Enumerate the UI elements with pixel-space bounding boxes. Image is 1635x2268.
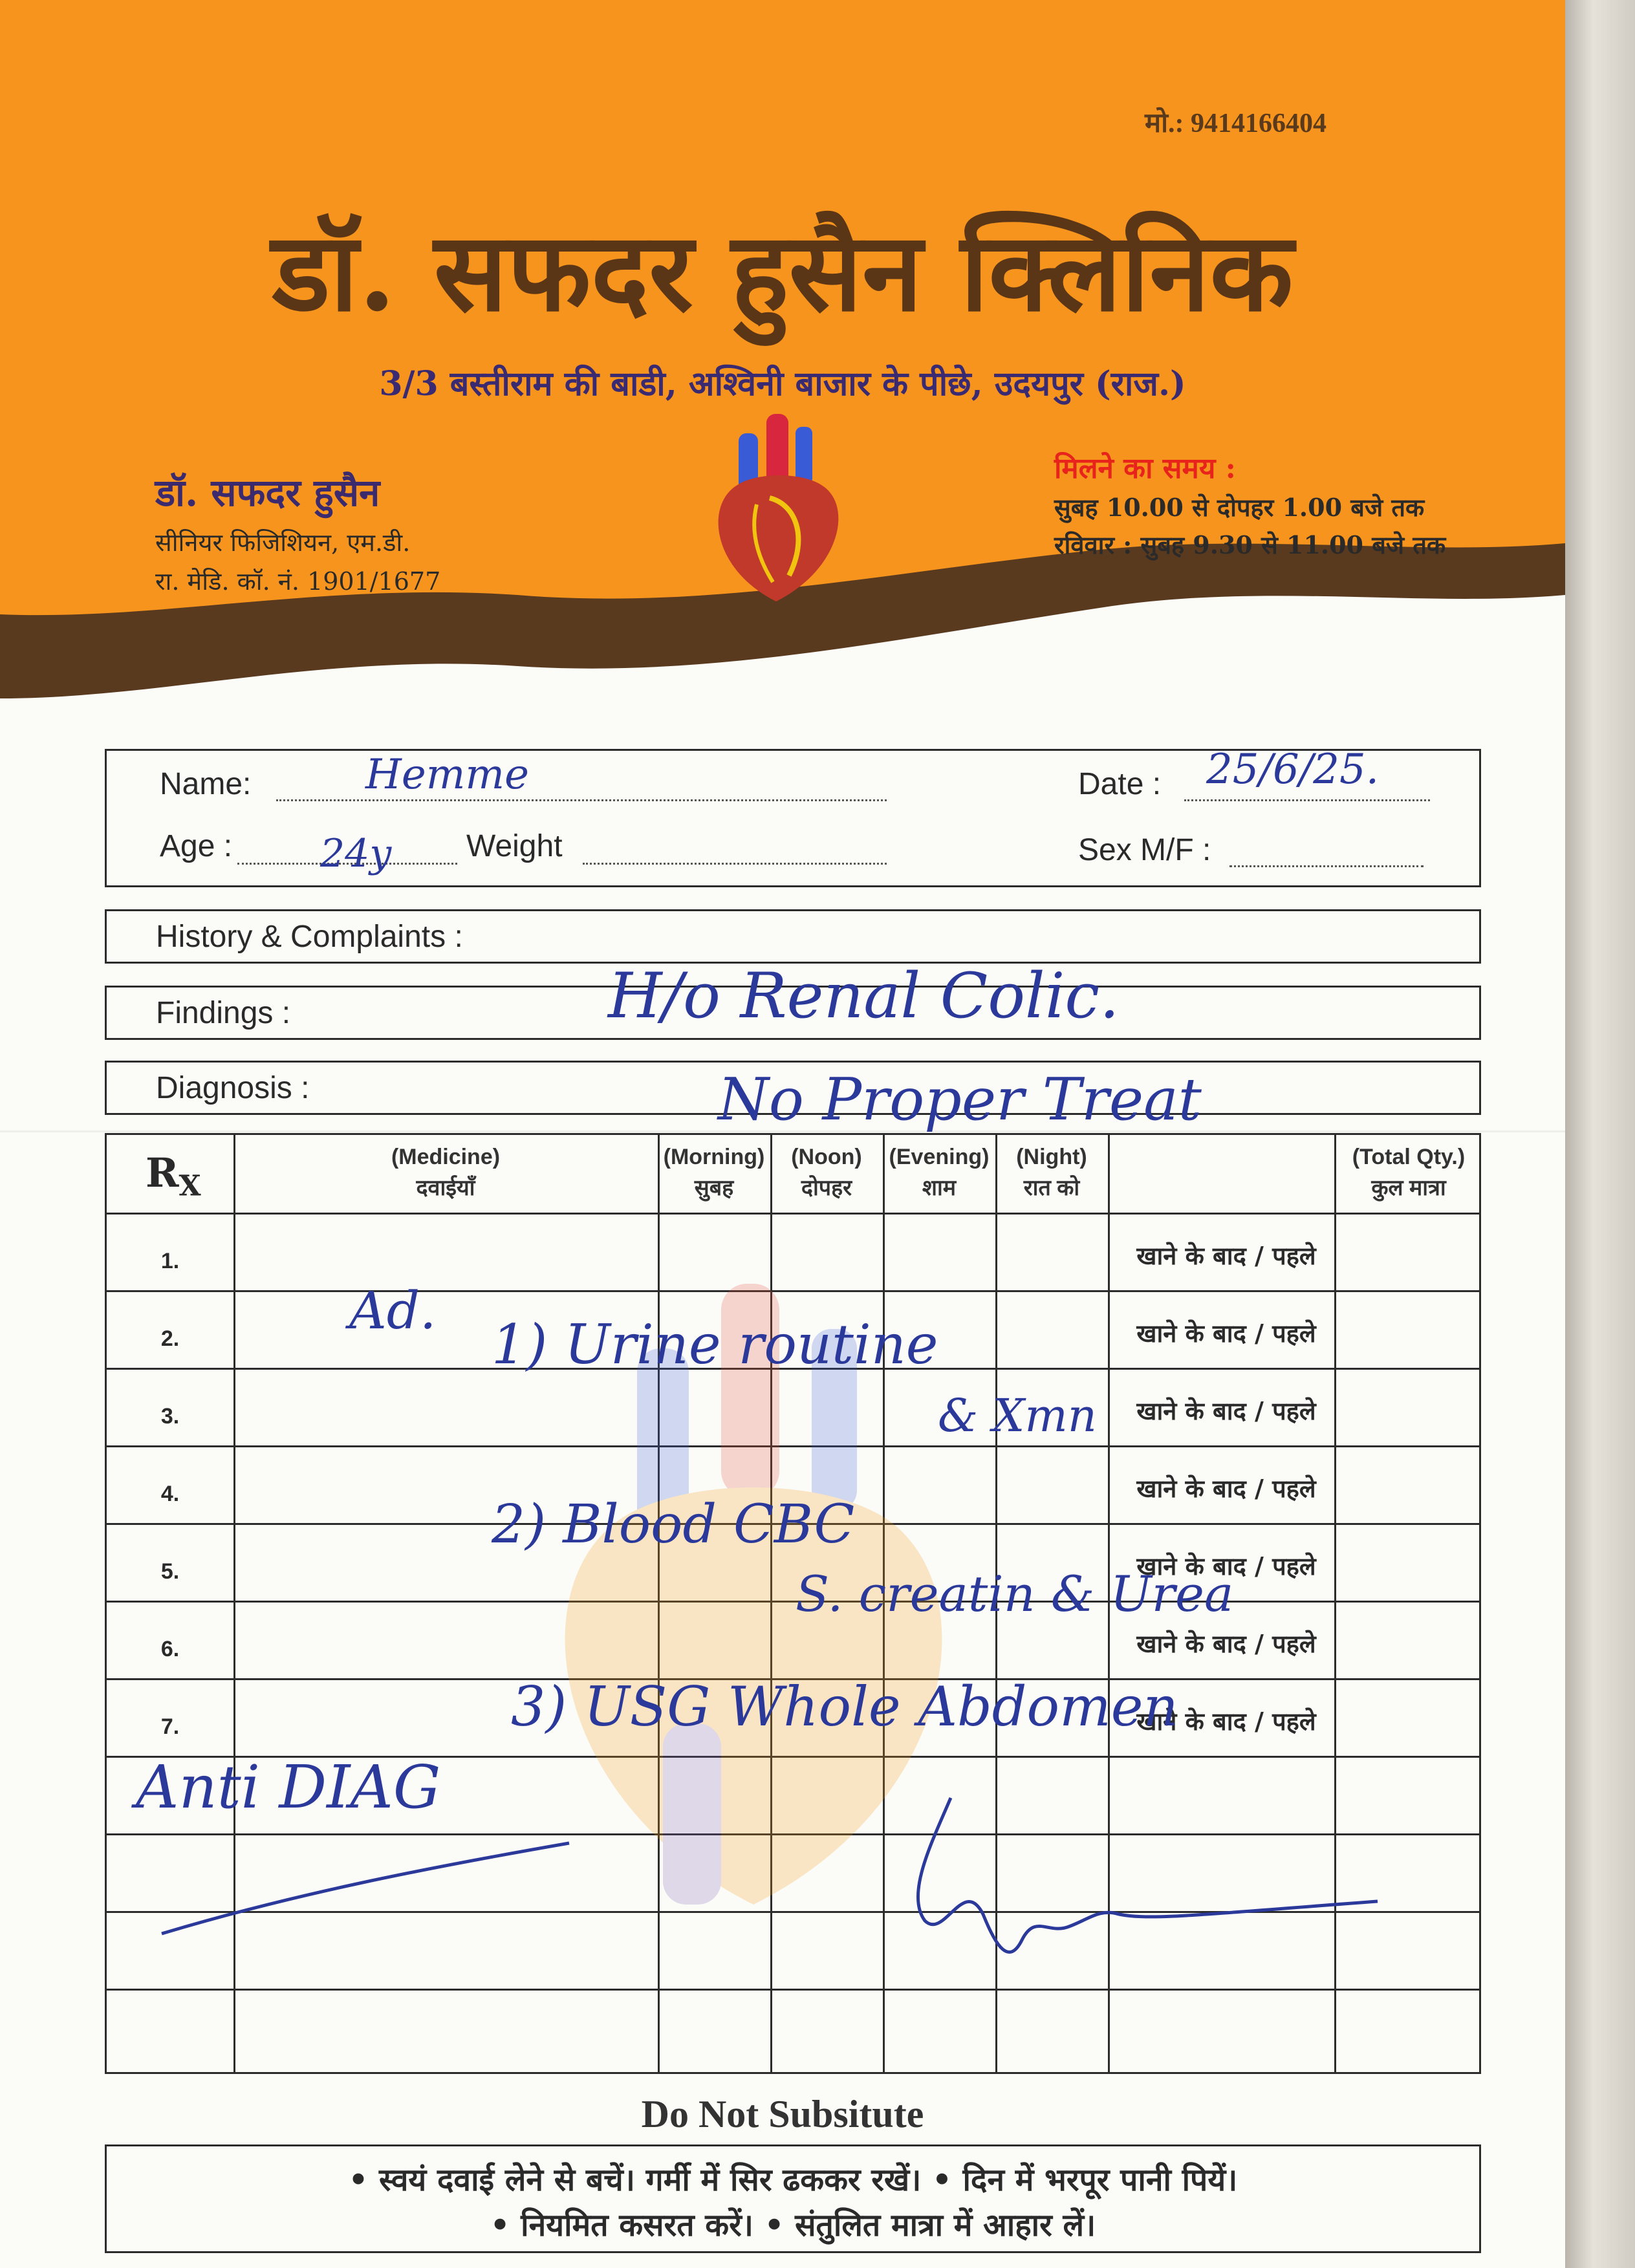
row-number-2: 2.	[160, 1326, 180, 1351]
morning-header-hi: सुबह	[694, 1176, 734, 1200]
medicine-header-en: (Medicine)	[391, 1145, 501, 1169]
noon-header-en: (Noon)	[791, 1145, 862, 1169]
phone-number: मो.: 9414166404	[1145, 109, 1326, 138]
history-label: History & Complaints :	[156, 920, 463, 954]
meal-timing-6: खाने के बाद / पहले	[1136, 1629, 1316, 1658]
total-qty-header-hi: कुल मात्रा	[1371, 1176, 1446, 1200]
health-advice-line-2: • नियमित कसरत करें। • संतुलित मात्रा में आहार लें।	[490, 2207, 1096, 2243]
sex-label: Sex M/F :	[1078, 833, 1211, 867]
clinic-name: डॉ. सफदर हुसैन क्लिनिक	[272, 208, 1294, 336]
health-advice-box	[105, 2144, 1481, 2253]
advice-handwriting: Ad.	[349, 1280, 437, 1341]
morning-header-en: (Morning)	[663, 1145, 765, 1169]
test-line-1b-handwriting: & Xmn	[938, 1389, 1097, 1442]
total-qty-header-en: (Total Qty.)	[1352, 1145, 1466, 1169]
findings-label: Findings :	[156, 996, 291, 1030]
row-number-5: 5.	[160, 1559, 180, 1584]
name-label: Name:	[160, 767, 252, 801]
paper-fold	[0, 1130, 1565, 1132]
age-handwriting: 24y	[320, 831, 392, 876]
night-header-hi: रात को	[1023, 1176, 1080, 1200]
pen-stroke	[162, 1843, 569, 1934]
doctor-qualification: सीनियर फिजिशियन, एम.डी.	[155, 528, 411, 557]
do-not-substitute-notice: Do Not Subsitute	[641, 2093, 924, 2135]
scan-background-edge	[1565, 0, 1635, 2268]
noon-header-hi: दोपहर	[801, 1176, 852, 1200]
meal-timing-3: खाने के बाद / पहले	[1136, 1396, 1316, 1425]
doctor-signature	[918, 1798, 1378, 1952]
meal-timing-1: खाने के बाद / पहले	[1136, 1241, 1316, 1270]
doctor-name: डॉ. सफदर हुसैन	[155, 471, 380, 515]
date-handwriting: 25/6/25.	[1206, 746, 1380, 794]
timing-title: मिलने का समय :	[1054, 452, 1236, 485]
health-advice-line-1: • स्वयं दवाई लेने से बचें। गर्मी में सिर ढककर रखें। • दिन में भरपूर पानी पियें।	[348, 2162, 1238, 2198]
timing-weekday: सुबह 10.00 से दोपहर 1.00 बजे तक	[1054, 493, 1425, 522]
test-line-1-handwriting: 1) Urine routine	[492, 1313, 938, 1376]
row-number-4: 4.	[160, 1482, 180, 1506]
age-label: Age :	[160, 829, 233, 863]
meal-timing-7: खाने के बाद / पहले	[1136, 1707, 1316, 1736]
diagnosis-label: Diagnosis :	[156, 1071, 310, 1105]
meal-timing-2: खाने के बाद / पहले	[1136, 1319, 1316, 1348]
row-number-1: 1.	[160, 1249, 180, 1273]
test-line-2-handwriting: 2) Blood CBC	[492, 1494, 855, 1555]
night-header-en: (Night)	[1016, 1145, 1087, 1169]
rx-symbol-x: X	[179, 1169, 201, 1203]
clinic-address: 3/3 बस्तीराम की बाडी, अश्विनी बाजार के पीछे, उदयपुर (राज.)	[379, 364, 1186, 404]
date-label: Date :	[1078, 767, 1162, 801]
evening-header-hi: शाम	[922, 1176, 957, 1200]
findings-handwriting: H/o Renal Colic.	[608, 960, 1120, 1032]
diagnosis-handwriting: No Proper Treat	[718, 1066, 1202, 1134]
row-number-6: 6.	[160, 1637, 180, 1661]
note-handwriting: Anti DIAG	[136, 1753, 441, 1822]
meal-timing-4: खाने के बाद / पहले	[1136, 1474, 1316, 1503]
test-line-3-handwriting: 3) USG Whole Abdomen	[511, 1675, 1178, 1738]
medicine-header-hi: दवाईयाँ	[416, 1176, 475, 1200]
meal-timing-5: खाने के बाद / पहले	[1136, 1551, 1316, 1581]
timing-sunday: रविवार : सुबह 9.30 से 11.00 बजे तक	[1054, 530, 1446, 559]
evening-header-en: (Evening)	[889, 1145, 990, 1169]
doctor-registration: रा. मेडि. कॉ. नं. 1901/1677	[155, 567, 441, 596]
row-number-7: 7.	[160, 1714, 180, 1739]
weight-label: Weight	[466, 829, 563, 863]
name-handwriting: Hemme	[365, 751, 529, 799]
row-number-3: 3.	[160, 1404, 180, 1429]
test-line-2b-handwriting: S. creatin & Urea	[796, 1565, 1234, 1623]
rx-symbol-r: R	[146, 1149, 179, 1196]
